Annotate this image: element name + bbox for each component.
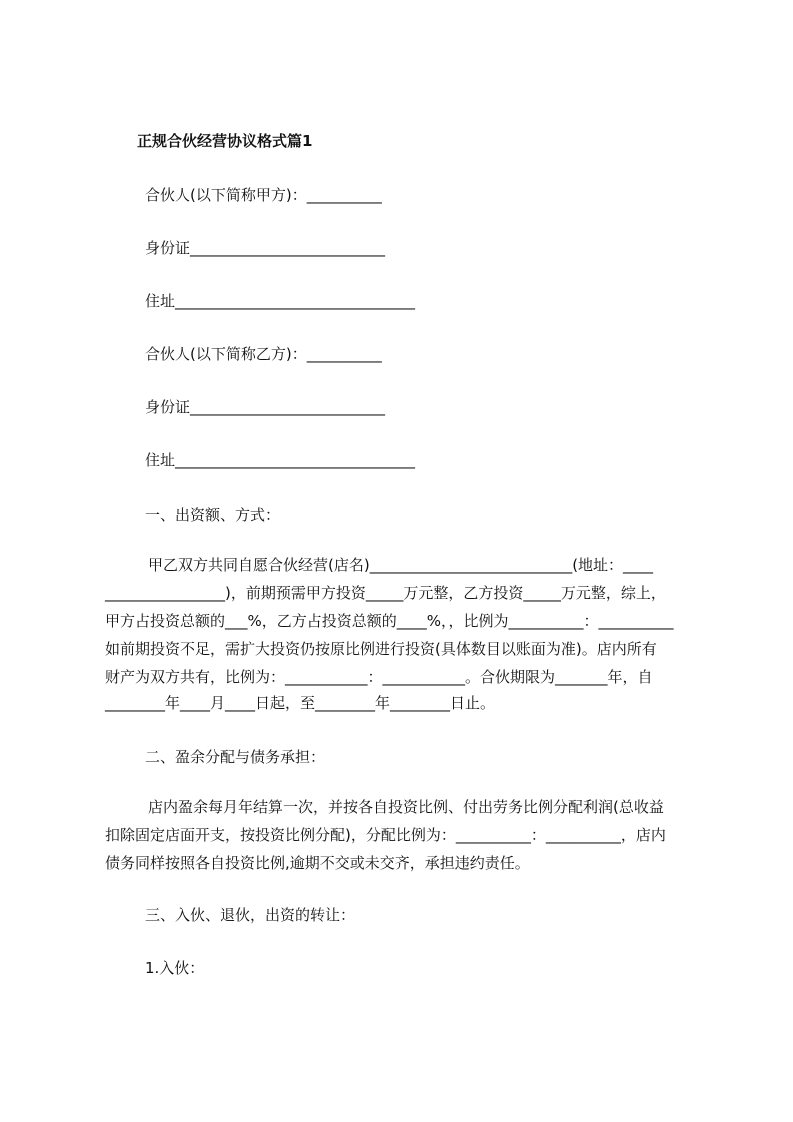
section1-paragraph-line: 甲乙双方共同自愿合伙经营(店名)___________________________(地址：____ xyxy=(148,556,654,574)
section3-heading: 三、入伙、退伙，出资的转让： xyxy=(145,906,356,924)
section2-paragraph-line: 店内盈余每月年结算一次，并按各自投资比例、付出劳务比例分配利润(总收益 xyxy=(148,798,664,816)
section1-heading: 一、出资额、方式： xyxy=(145,506,281,524)
party-a-label: 合伙人(以下简称甲方)：__________ xyxy=(145,186,382,204)
section1-paragraph-line: 甲方占投资总额的___%，乙方占投资总额的____%，，比例为__________：__________ xyxy=(105,612,674,630)
section1-paragraph-line: 如前期投资不足，需扩大投资仍按原比例进行投资(具体数目以账面为准)。店内所有 xyxy=(105,640,657,658)
section2-heading: 二、盈余分配与债务承担： xyxy=(145,748,326,766)
section1-paragraph-line: 财产为双方共有，比例为：___________：___________。合伙期限为_______年，自 xyxy=(105,668,653,686)
party-b-address-field: 住址________________________________ xyxy=(145,451,416,469)
document-title: 正规合伙经营协议格式篇1 xyxy=(137,132,313,150)
subsection1-heading: 1.入伙： xyxy=(145,959,205,977)
section1-paragraph-line: ________年____月____日起，至________年________日止。 xyxy=(105,694,496,712)
party-a-id-field: 身份证__________________________ xyxy=(145,239,386,257)
party-b-id-field: 身份证__________________________ xyxy=(145,398,386,416)
section2-paragraph-line: 扣除固定店面开支，按投资比例分配)，分配比例为：__________：__________，店内 xyxy=(105,826,666,844)
party-b-label: 合伙人(以下简称乙方)：__________ xyxy=(145,345,382,363)
party-a-address-field: 住址________________________________ xyxy=(145,292,416,310)
section2-paragraph-line: 债务同样按照各自投资比例,逾期不交或未交齐，承担违约责任。 xyxy=(105,854,530,872)
section1-paragraph-line: ________________)，前期预需甲方投资_____万元整，乙方投资_____万元整，综上， xyxy=(105,584,666,602)
